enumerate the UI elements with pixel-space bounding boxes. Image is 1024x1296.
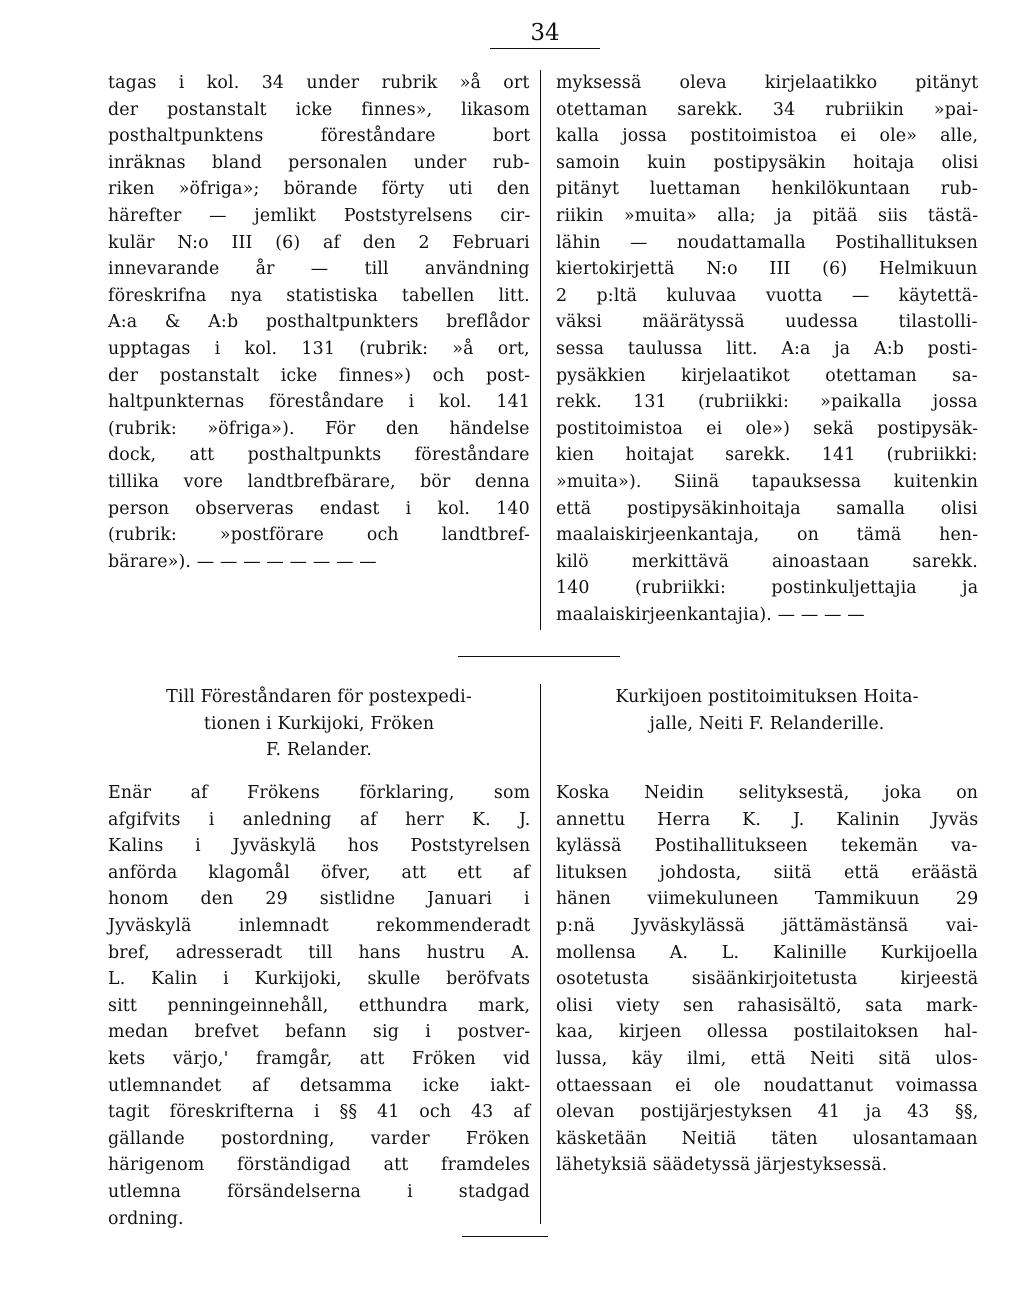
column-divider-bottom (540, 684, 541, 1224)
text-line: der postanstalt icke finnes», likasom (108, 99, 531, 120)
text-line: väksi määrätyssä uudessa tilastolli- (556, 312, 978, 333)
text-line: 140 (rubriikki: postinkuljettajia ja (556, 578, 979, 599)
text-line: (rubrik: »postförare och landtbref- (108, 525, 530, 546)
text-line: anförda klagomål öfver, att ett af (108, 862, 530, 883)
text-line: härigenom förständigad att framdeles (108, 1155, 531, 1176)
text-line: lähin — noudattamalla Postihallituksen (556, 232, 978, 253)
text-line: posthaltpunktens föreståndare bort (108, 126, 531, 147)
text-line: samoin kuin postipysäkin hoitaja olisi (556, 152, 979, 173)
text-line: kets värjo,' framgår, att Fröken vid (108, 1048, 531, 1069)
text-line: F. Relander. (265, 740, 373, 761)
text-line: tionen i Kurkijoki, Fröken (203, 713, 435, 734)
text-line: olisi viety sen rahasisältö, sata mark- (556, 995, 978, 1016)
text-line: käsketään Neitiä täten ulosantamaan (556, 1128, 978, 1149)
text-line: sessa taulussa litt. A:a ja A:b posti- (556, 338, 978, 359)
text-line: föreskrifna nya statistiska tabellen litt. (108, 285, 530, 306)
text-line: härefter — jemlikt Poststyrelsens cir- (108, 205, 531, 226)
text-line: tagas i kol. 34 under rubrik »å ort (108, 73, 530, 93)
text-line: »muita»). Siinä tapauksessa kuitenkin (556, 471, 979, 492)
text-line: sitt penningeinnehåll, etthundra mark, (108, 995, 531, 1016)
text-line: bref, adresseradt till hans hustru A. (108, 942, 530, 963)
text-line: utlemnandet af detsamma icke iakt- (108, 1075, 531, 1096)
column-divider-top (540, 70, 541, 630)
text-line: kulär N:o III (6) af den 2 Februari (108, 232, 530, 253)
text-line: Koska Neidin selityksestä, joka on (556, 783, 979, 803)
text-line: jalle, Neiti F. Relanderille. (649, 713, 885, 734)
text-line: L. Kalin i Kurkijoki, skulle beröfvats (108, 969, 531, 990)
text-line: Kalins i Jyväskylä hos Poststyrelsen (108, 836, 531, 857)
text-line: kilö merkittävä ainoastaan sarekk. (556, 551, 978, 572)
text-line: der postanstalt icke finnes») och post- (108, 365, 531, 386)
text-line: otettaman sarekk. 34 rubriikin »pai- (556, 99, 979, 120)
text-line: kalla jossa postitoimistoa ei ole» alle, (556, 126, 979, 147)
end-rule (462, 1236, 548, 1237)
text-line: riken »öfriga»; börande förty uti den (108, 179, 530, 200)
text-line: (rubrik: »öfriga»). För den händelse (108, 418, 530, 439)
text-line: haltpunkternas föreståndare i kol. 141 (108, 392, 531, 413)
text-line: A:a & A:b posthaltpunkters breflådor (108, 312, 530, 333)
text-line: honom den 29 sistlidne Januari i (108, 889, 530, 910)
text-line: tillika vore landtbrefbärare, bör denna (108, 471, 530, 492)
text-line: hänen viimekuluneen Tammikuun 29 (556, 889, 979, 910)
letter-heading-finnish (556, 684, 978, 737)
text-line: mollensa A. L. Kalinille Kurkijoella (556, 942, 979, 963)
text-line: kylässä Postihallitukseen tekemän va- (556, 836, 978, 857)
text-line: Till Föreståndaren för postexpedi- (166, 687, 472, 707)
top-left-column (108, 70, 530, 575)
text-line: Kurkijoen postitoimituksen Hoita- (615, 687, 919, 707)
text-line: että postipysäkinhoitaja samalla olisi (556, 498, 978, 519)
letter-body-finnish (556, 780, 978, 1179)
text-line: bärare»). — — — — — — — — (108, 551, 377, 572)
text-line: postitoimistoa ei ole») sekä postipysäk- (556, 418, 979, 439)
text-line: Jyväskylä inlemnadt rekommenderadt (108, 915, 531, 936)
text-line: lähetyksiä säädetyssä järjestyksessä. (556, 1155, 888, 1176)
page-number: 34 (490, 20, 600, 49)
top-right-column (556, 70, 978, 628)
text-line: ottaessaan ei ole noudattanut voimassa (556, 1075, 978, 1096)
text-line: afgifvits i anledning af herr K. J. (108, 809, 531, 830)
text-line: tagit föreskrifterna i §§ 41 och 43 af (108, 1102, 531, 1123)
text-line: lussa, käy ilmi, että Neiti sitä ulos- (556, 1048, 978, 1069)
text-line: ordning. (108, 1208, 184, 1229)
text-line: medan brefvet befann sig i postver- (108, 1022, 531, 1043)
text-line: person observeras endast i kol. 140 (108, 498, 530, 519)
text-line: kiertokirjettä N:o III (6) Helmikuun (556, 259, 978, 280)
text-line: upptagas i kol. 131 (rubrik: »å ort, (108, 338, 530, 359)
text-line: myksessä oleva kirjelaatikko pitänyt (556, 73, 979, 93)
text-line: osotetusta sisäänkirjoitetusta kirjeestä (556, 969, 979, 990)
text-line: annettu Herra K. J. Kalinin Jyväs (556, 809, 979, 830)
text-line: Enär af Frökens förklaring, som (108, 783, 531, 803)
text-line: utlemna försändelserna i stadgad (108, 1181, 530, 1202)
text-line: innevarande år — till användning (108, 259, 530, 280)
text-line: pitänyt luettaman henkilökuntaan rub- (556, 179, 978, 200)
section-divider (458, 656, 620, 657)
text-line: p:nä Jyväskylässä jättämästänsä vai- (556, 915, 979, 936)
text-line: olevan postijärjestyksen 41 ja 43 §§, (556, 1102, 979, 1123)
text-line: 2 p:ltä kuluvaa vuotta — käytettä- (556, 285, 979, 306)
text-line: kien hoitajat sarekk. 141 (rubriikki: (556, 445, 978, 466)
letter-body-swedish (108, 780, 530, 1232)
text-line: rekk. 131 (rubriikki: »paikalla jossa (556, 392, 978, 413)
text-line: maalaiskirjeenkantaja, on tämä hen- (556, 525, 979, 546)
letter-heading-swedish (108, 684, 530, 764)
text-line: inräknas bland personalen under rub- (108, 152, 530, 173)
text-line: maalaiskirjeenkantajia). — — — — (556, 604, 865, 625)
text-line: gällande postordning, varder Fröken (108, 1128, 530, 1149)
text-line: dock, att posthaltpunkts föreståndare (108, 445, 530, 466)
text-line: riikin »muita» alla; ja pitää siis tästä- (556, 205, 979, 226)
text-line: kaa, kirjeen ollessa postilaitoksen hal- (556, 1022, 978, 1043)
text-line: pysäkkien kirjelaatikot otettaman sa- (556, 365, 978, 386)
text-line: lituksen johdosta, siitä että eräästä (556, 862, 979, 883)
